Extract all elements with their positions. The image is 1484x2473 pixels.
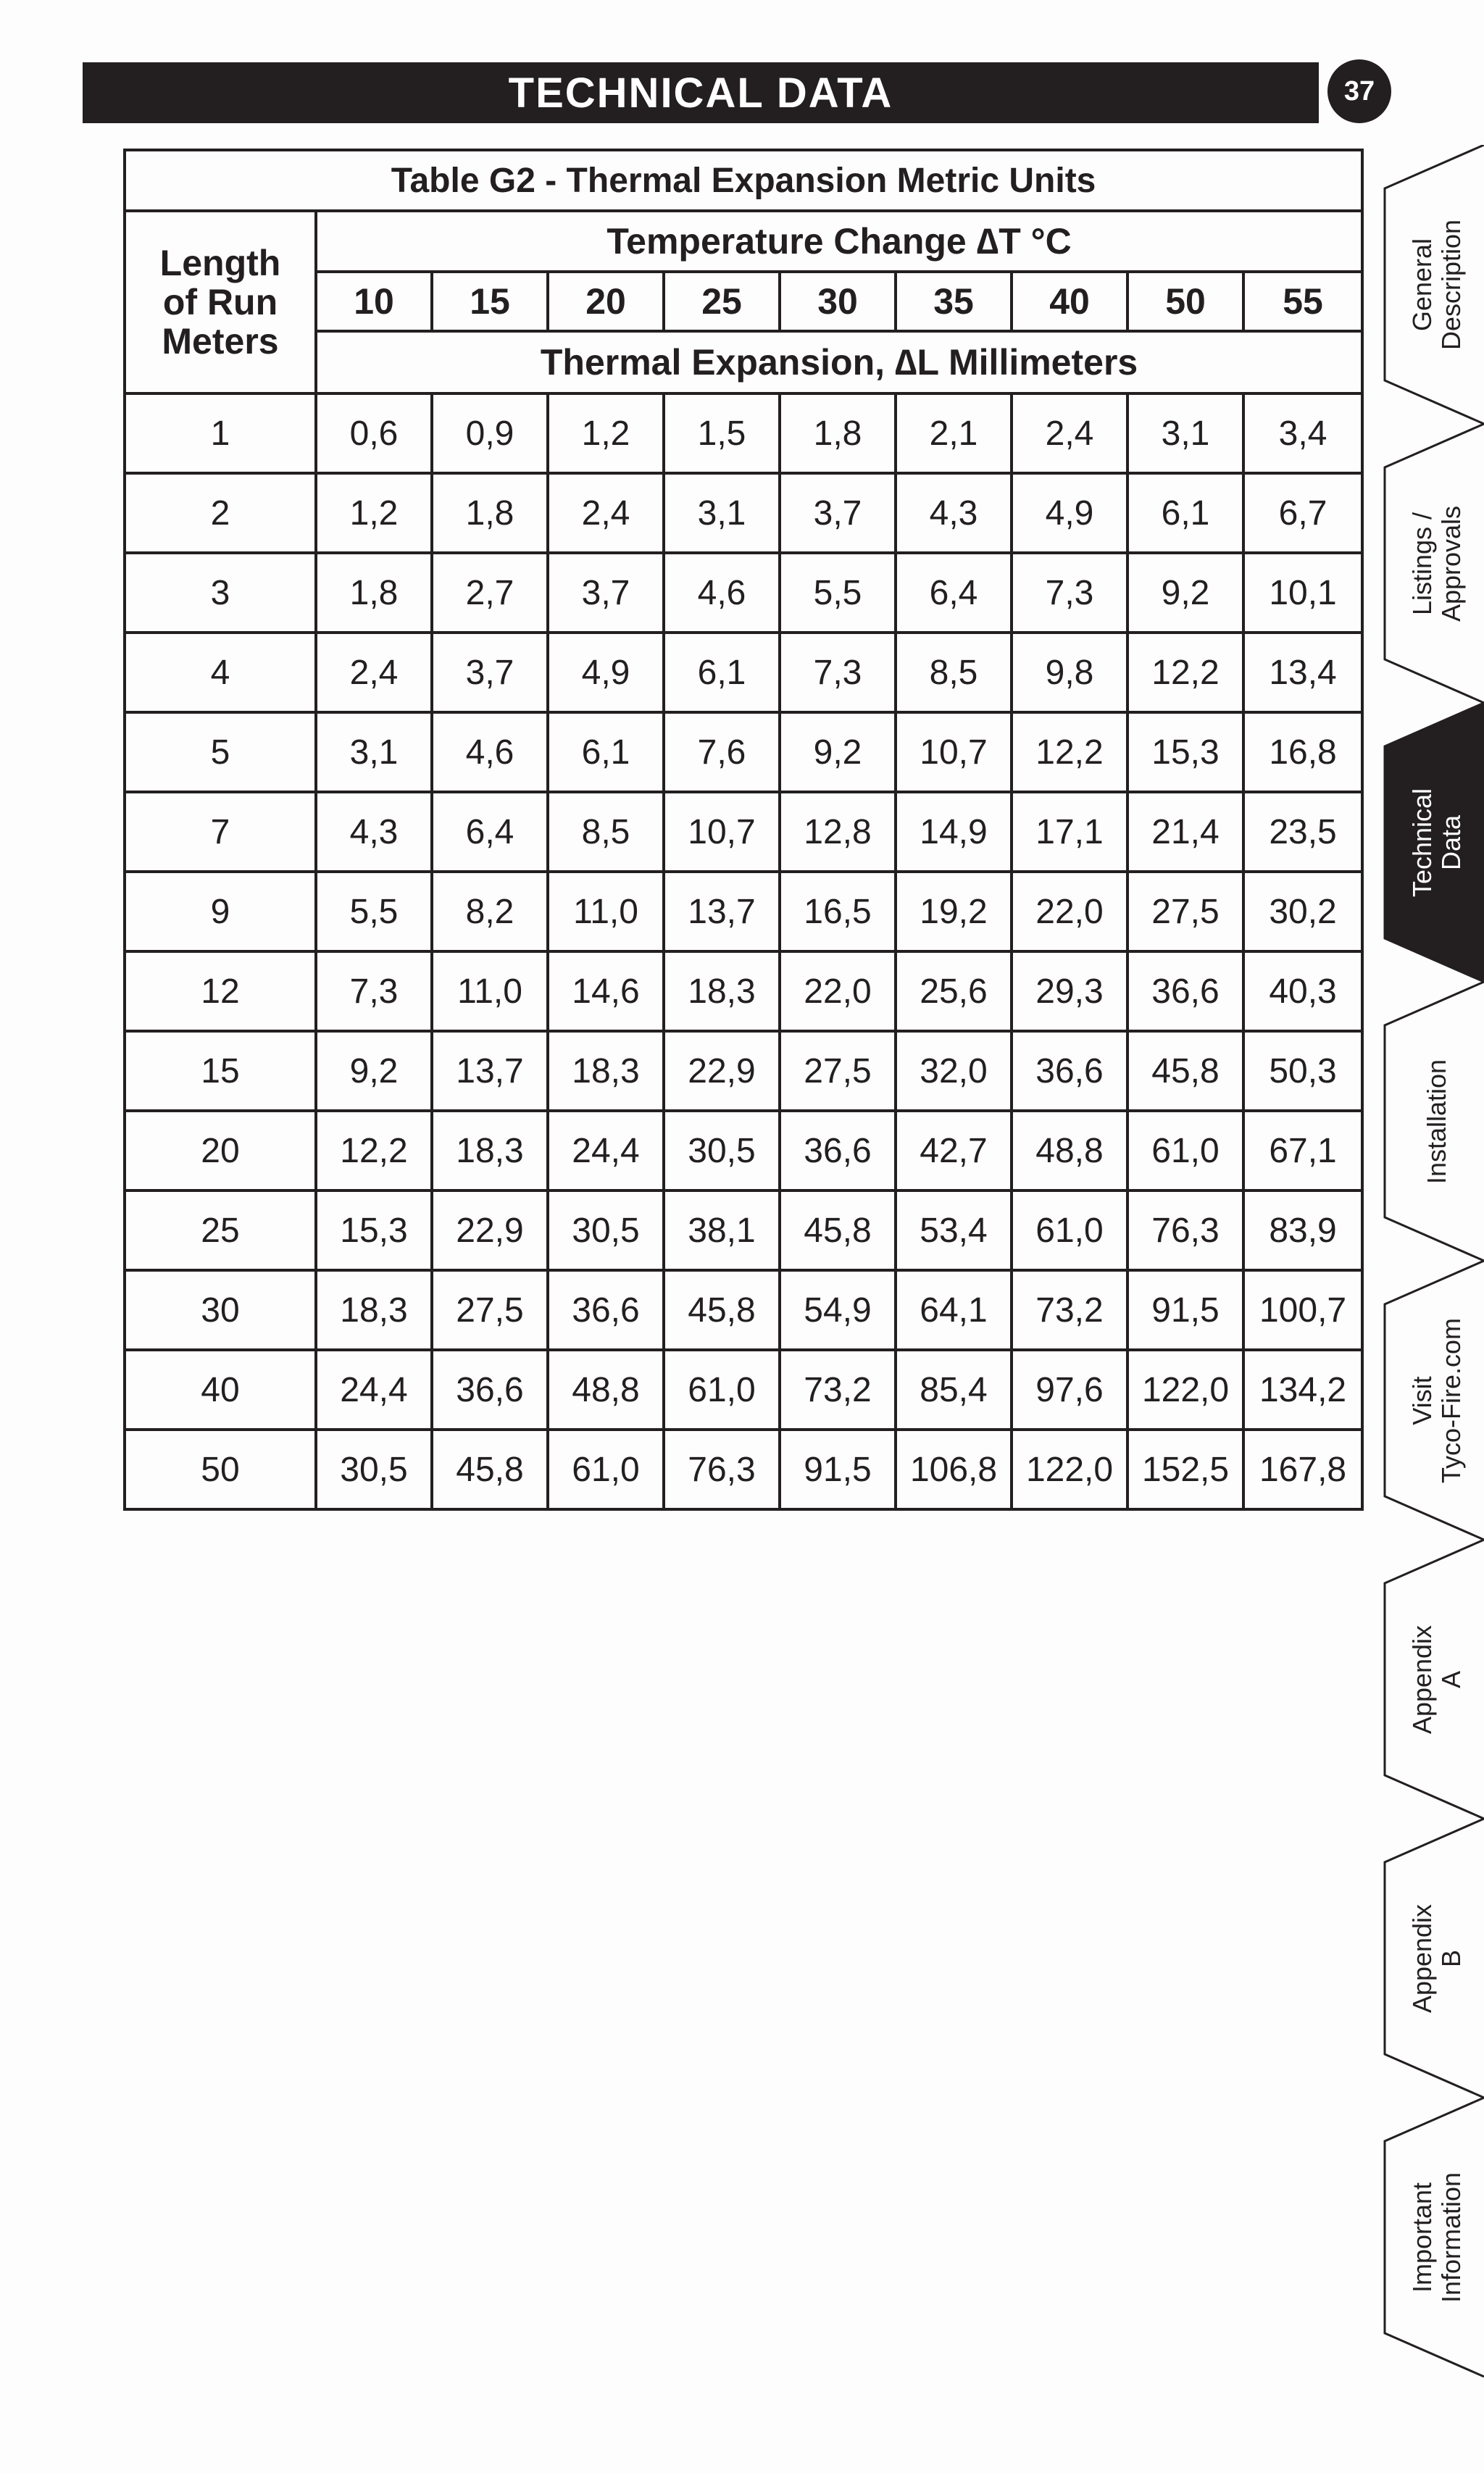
- temp-column-header: 55: [1243, 272, 1362, 331]
- expansion-cell: 83,9: [1243, 1190, 1362, 1270]
- table-row: [125, 473, 1362, 553]
- expansion-cell: 152,5: [1127, 1430, 1243, 1509]
- section-title: TECHNICAL DATA: [508, 69, 893, 117]
- expansion-cell: 3,4: [1243, 393, 1362, 473]
- expansion-cell: 16,5: [780, 872, 896, 951]
- expansion-cell: 14,6: [548, 951, 664, 1031]
- expansion-cell: 3,1: [1127, 393, 1243, 473]
- side-tab[interactable]: [1393, 1277, 1480, 1524]
- side-tab[interactable]: [1393, 162, 1480, 408]
- section-header: [83, 62, 1319, 123]
- table-row: [125, 633, 1362, 712]
- length-cell: 9: [125, 872, 316, 951]
- expansion-cell: 15,3: [316, 1190, 432, 1270]
- side-tab-label: Description: [1436, 219, 1466, 350]
- table-row: [125, 553, 1362, 633]
- expansion-cell: 45,8: [1127, 1031, 1243, 1111]
- side-tab[interactable]: [1393, 2114, 1480, 2361]
- length-cell: 3: [125, 553, 316, 633]
- side-tab[interactable]: [1393, 998, 1480, 1245]
- length-of-run-header: [125, 211, 316, 393]
- length-header-line: of Run: [162, 282, 278, 322]
- expansion-cell: 24,4: [548, 1111, 664, 1190]
- expansion-cell: 13,7: [664, 872, 780, 951]
- length-cell: 5: [125, 712, 316, 792]
- expansion-cell: 61,0: [664, 1350, 780, 1430]
- expansion-cell: 3,1: [316, 712, 432, 792]
- side-tab-label: Information: [1436, 2172, 1466, 2303]
- expansion-cell: 25,6: [896, 951, 1012, 1031]
- expansion-cell: 61,0: [548, 1430, 664, 1509]
- expansion-cell: 61,0: [1127, 1111, 1243, 1190]
- expansion-cell: 10,7: [664, 792, 780, 872]
- temp-column-header: 30: [780, 272, 896, 331]
- expansion-cell: 1,5: [664, 393, 780, 473]
- side-tab-label: Technical: [1407, 788, 1437, 897]
- expansion-cell: 122,0: [1127, 1350, 1243, 1430]
- expansion-cell: 27,5: [1127, 872, 1243, 951]
- expansion-cell: 4,3: [896, 473, 1012, 553]
- length-cell: 40: [125, 1350, 316, 1430]
- expansion-cell: 91,5: [1127, 1270, 1243, 1350]
- length-cell: 1: [125, 393, 316, 473]
- expansion-cell: 23,5: [1243, 792, 1362, 872]
- expansion-cell: 9,8: [1012, 633, 1127, 712]
- expansion-cell: 21,4: [1127, 792, 1243, 872]
- expansion-cell: 7,3: [780, 633, 896, 712]
- temperature-change-header: Temperature Change ∆T °C: [316, 211, 1362, 272]
- expansion-cell: 2,7: [432, 553, 548, 633]
- table-row: [125, 792, 1362, 872]
- expansion-cell: 15,3: [1127, 712, 1243, 792]
- expansion-cell: 122,0: [1012, 1430, 1127, 1509]
- expansion-cell: 8,2: [432, 872, 548, 951]
- expansion-cell: 30,5: [548, 1190, 664, 1270]
- expansion-cell: 10,7: [896, 712, 1012, 792]
- expansion-cell: 12,2: [1127, 633, 1243, 712]
- expansion-cell: 11,0: [432, 951, 548, 1031]
- expansion-cell: 6,4: [896, 553, 1012, 633]
- temp-column-header: 35: [896, 272, 1012, 331]
- expansion-cell: 4,6: [664, 553, 780, 633]
- expansion-cell: 22,9: [432, 1190, 548, 1270]
- side-tab-label: B: [1436, 1949, 1466, 1967]
- expansion-cell: 1,8: [432, 473, 548, 553]
- expansion-cell: 24,4: [316, 1350, 432, 1430]
- expansion-cell: 50,3: [1243, 1031, 1362, 1111]
- length-cell: 7: [125, 792, 316, 872]
- expansion-cell: 7,6: [664, 712, 780, 792]
- temp-column-header: 15: [432, 272, 548, 331]
- expansion-cell: 167,8: [1243, 1430, 1362, 1509]
- expansion-cell: 16,8: [1243, 712, 1362, 792]
- side-tab[interactable]: [1393, 720, 1480, 966]
- length-cell: 2: [125, 473, 316, 553]
- expansion-cell: 97,6: [1012, 1350, 1127, 1430]
- table-row: [125, 1190, 1362, 1270]
- expansion-cell: 0,6: [316, 393, 432, 473]
- thermal-expansion-table: [123, 149, 1364, 1511]
- expansion-cell: 1,2: [548, 393, 664, 473]
- expansion-cell: 27,5: [780, 1031, 896, 1111]
- expansion-cell: 17,1: [1012, 792, 1127, 872]
- expansion-cell: 3,7: [780, 473, 896, 553]
- expansion-cell: 45,8: [780, 1190, 896, 1270]
- expansion-cell: 18,3: [432, 1111, 548, 1190]
- expansion-cell: 6,1: [664, 633, 780, 712]
- table-row: [125, 1350, 1362, 1430]
- expansion-cell: 32,0: [896, 1031, 1012, 1111]
- expansion-cell: 30,2: [1243, 872, 1362, 951]
- table-row: [125, 1430, 1362, 1509]
- table-row: [125, 872, 1362, 951]
- length-cell: 30: [125, 1270, 316, 1350]
- expansion-cell: 73,2: [780, 1350, 896, 1430]
- expansion-cell: 12,8: [780, 792, 896, 872]
- expansion-cell: 3,7: [432, 633, 548, 712]
- expansion-cell: 13,7: [432, 1031, 548, 1111]
- side-tab-label: Approvals: [1436, 505, 1466, 622]
- expansion-cell: 11,0: [548, 872, 664, 951]
- expansion-cell: 4,3: [316, 792, 432, 872]
- expansion-cell: 54,9: [780, 1270, 896, 1350]
- expansion-cell: 9,2: [1127, 553, 1243, 633]
- side-tab-label: Important: [1407, 2182, 1437, 2293]
- expansion-cell: 76,3: [1127, 1190, 1243, 1270]
- expansion-cell: 42,7: [896, 1111, 1012, 1190]
- temp-column-header: 40: [1012, 272, 1127, 331]
- expansion-cell: 76,3: [664, 1430, 780, 1509]
- expansion-cell: 2,4: [1012, 393, 1127, 473]
- expansion-cell: 2,1: [896, 393, 1012, 473]
- expansion-cell: 9,2: [780, 712, 896, 792]
- expansion-cell: 36,6: [780, 1111, 896, 1190]
- page-number-badge: [1327, 59, 1391, 123]
- page-number: 37: [1343, 75, 1375, 107]
- expansion-cell: 22,9: [664, 1031, 780, 1111]
- side-tab-label: General: [1407, 238, 1437, 331]
- expansion-cell: 5,5: [780, 553, 896, 633]
- expansion-cell: 22,0: [1012, 872, 1127, 951]
- side-tab-label: Visit: [1407, 1375, 1437, 1425]
- length-cell: 12: [125, 951, 316, 1031]
- expansion-cell: 134,2: [1243, 1350, 1362, 1430]
- expansion-cell: 100,7: [1243, 1270, 1362, 1350]
- temp-column-header: 10: [316, 272, 432, 331]
- temp-column-header: 50: [1127, 272, 1243, 331]
- expansion-cell: 1,8: [316, 553, 432, 633]
- expansion-cell: 73,2: [1012, 1270, 1127, 1350]
- side-tab[interactable]: [1393, 441, 1480, 687]
- side-tab-label: Appendix: [1407, 1903, 1437, 2013]
- expansion-cell: 19,2: [896, 872, 1012, 951]
- expansion-cell: 3,7: [548, 553, 664, 633]
- expansion-cell: 13,4: [1243, 633, 1362, 712]
- side-tab-label: A: [1436, 1670, 1466, 1688]
- expansion-cell: 14,9: [896, 792, 1012, 872]
- temp-column-header: 20: [548, 272, 664, 331]
- table-row: [125, 1270, 1362, 1350]
- length-cell: 25: [125, 1190, 316, 1270]
- expansion-cell: 64,1: [896, 1270, 1012, 1350]
- side-tab[interactable]: [1393, 1556, 1480, 1803]
- expansion-cell: 8,5: [548, 792, 664, 872]
- side-tab-label: Tyco-Fire.com: [1436, 1317, 1466, 1483]
- expansion-cell: 53,4: [896, 1190, 1012, 1270]
- length-cell: 15: [125, 1031, 316, 1111]
- expansion-cell: 4,6: [432, 712, 548, 792]
- table-row: [125, 1111, 1362, 1190]
- expansion-cell: 40,3: [1243, 951, 1362, 1031]
- expansion-cell: 7,3: [1012, 553, 1127, 633]
- expansion-cell: 36,6: [1127, 951, 1243, 1031]
- expansion-cell: 67,1: [1243, 1111, 1362, 1190]
- expansion-cell: 36,6: [432, 1350, 548, 1430]
- side-tab-label: Appendix: [1407, 1625, 1437, 1734]
- expansion-cell: 30,5: [664, 1111, 780, 1190]
- length-header-line: Length: [159, 243, 281, 283]
- expansion-cell: 18,3: [548, 1031, 664, 1111]
- table-row: [125, 393, 1362, 473]
- expansion-cell: 6,7: [1243, 473, 1362, 553]
- expansion-cell: 6,4: [432, 792, 548, 872]
- side-tab-label: Listings /: [1407, 512, 1437, 615]
- expansion-cell: 29,3: [1012, 951, 1127, 1031]
- expansion-cell: 4,9: [1012, 473, 1127, 553]
- expansion-cell: 36,6: [548, 1270, 664, 1350]
- expansion-cell: 8,5: [896, 633, 1012, 712]
- expansion-cell: 1,2: [316, 473, 432, 553]
- expansion-cell: 12,2: [1012, 712, 1127, 792]
- expansion-cell: 27,5: [432, 1270, 548, 1350]
- side-tab-label: Data: [1436, 814, 1466, 870]
- expansion-cell: 0,9: [432, 393, 548, 473]
- length-header-line: Meters: [162, 321, 279, 362]
- table-row: [125, 1031, 1362, 1111]
- expansion-cell: 45,8: [664, 1270, 780, 1350]
- expansion-cell: 18,3: [316, 1270, 432, 1350]
- expansion-cell: 2,4: [548, 473, 664, 553]
- expansion-cell: 1,8: [780, 393, 896, 473]
- table-row: [125, 712, 1362, 792]
- expansion-cell: 12,2: [316, 1111, 432, 1190]
- expansion-cell: 6,1: [548, 712, 664, 792]
- expansion-cell: 7,3: [316, 951, 432, 1031]
- expansion-cell: 2,4: [316, 633, 432, 712]
- expansion-cell: 48,8: [548, 1350, 664, 1430]
- expansion-cell: 6,1: [1127, 473, 1243, 553]
- expansion-cell: 45,8: [432, 1430, 548, 1509]
- length-cell: 4: [125, 633, 316, 712]
- expansion-cell: 38,1: [664, 1190, 780, 1270]
- side-tab-label: Installation: [1422, 1059, 1451, 1184]
- temp-column-header: 25: [664, 272, 780, 331]
- expansion-cell: 4,9: [548, 633, 664, 712]
- expansion-cell: 30,5: [316, 1430, 432, 1509]
- length-cell: 50: [125, 1430, 316, 1509]
- expansion-cell: 61,0: [1012, 1190, 1127, 1270]
- expansion-cell: 106,8: [896, 1430, 1012, 1509]
- expansion-cell: 3,1: [664, 473, 780, 553]
- expansion-cell: 10,1: [1243, 553, 1362, 633]
- table-row: [125, 951, 1362, 1031]
- expansion-cell: 91,5: [780, 1430, 896, 1509]
- thermal-expansion-header: Thermal Expansion, ∆L Millimeters: [316, 331, 1362, 393]
- length-cell: 20: [125, 1111, 316, 1190]
- table-caption: Table G2 - Thermal Expansion Metric Units: [125, 150, 1362, 211]
- expansion-cell: 22,0: [780, 951, 896, 1031]
- side-tab[interactable]: [1393, 1835, 1480, 2082]
- expansion-cell: 18,3: [664, 951, 780, 1031]
- expansion-cell: 5,5: [316, 872, 432, 951]
- expansion-cell: 9,2: [316, 1031, 432, 1111]
- expansion-cell: 48,8: [1012, 1111, 1127, 1190]
- expansion-cell: 36,6: [1012, 1031, 1127, 1111]
- expansion-cell: 85,4: [896, 1350, 1012, 1430]
